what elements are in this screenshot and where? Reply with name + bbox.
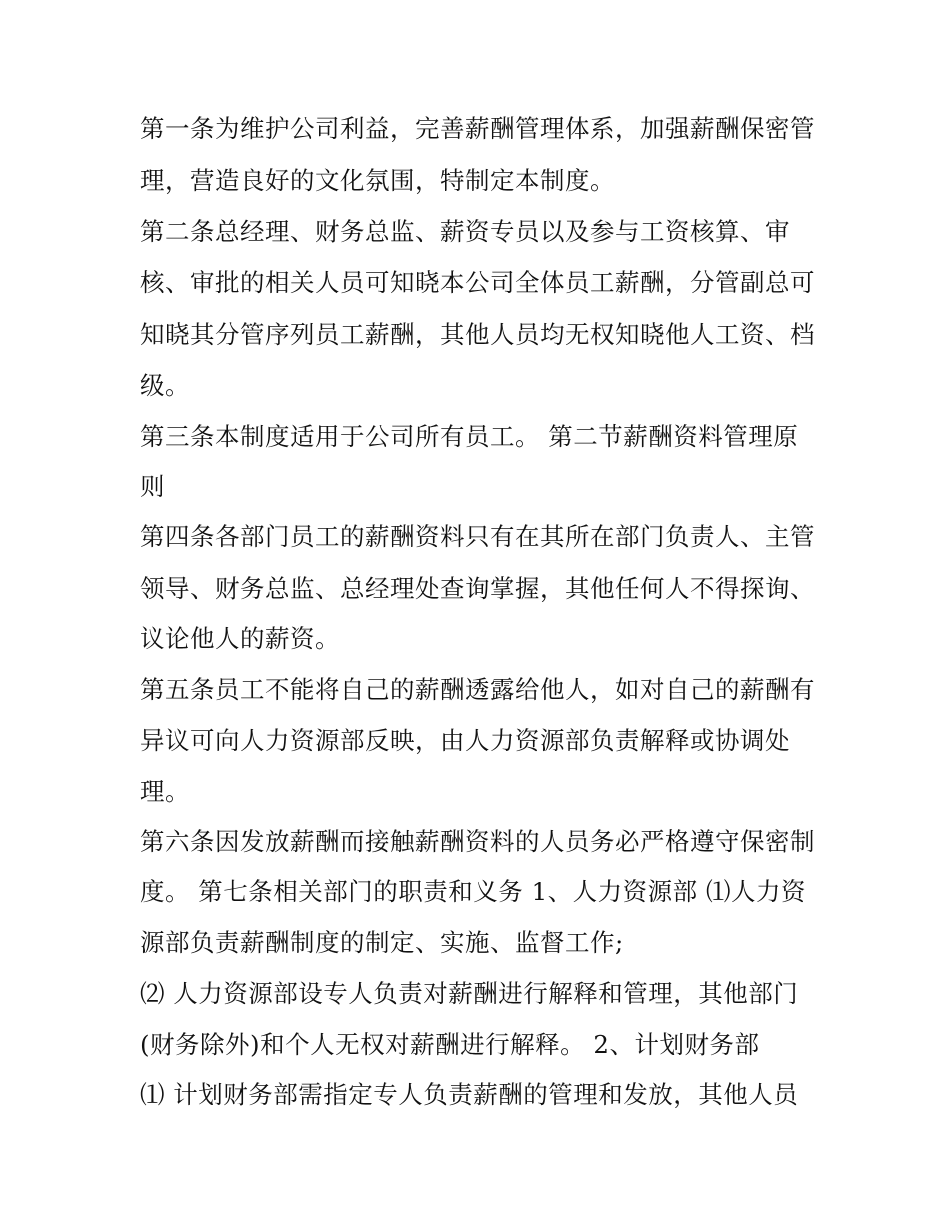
text-line: 度。 第七条相关部门的职责和义务 1、人力资源部 ⑴人力资 [140, 877, 806, 906]
text-line: (财务除外)和个人无权对薪酬进行解释。 2、计划财务部 [140, 1030, 760, 1059]
text-line: 异议可向人力资源部反映，由人力资源部负责解释或协调处 [140, 726, 790, 755]
text-line: 知晓其分管序列员工薪酬，其他人员均无权知晓他人工资、档 [140, 320, 815, 349]
text-line: 则 [140, 472, 165, 501]
text-line: ⑴ 计划财务部需指定专人负责薪酬的管理和发放，其他人员 [140, 1080, 799, 1109]
text-line: 理，营造良好的文化氛围，特制定本制度。 [140, 166, 615, 195]
text-line: 领导、财务总监、总经理处查询掌握，其他任何人不得探询、 [140, 574, 815, 603]
text-line: 第一条为维护公司利益，完善薪酬管理体系，加强薪酬保密管 [140, 114, 815, 143]
text-line: 理。 [140, 777, 190, 806]
text-line: 第三条本制度适用于公司所有员工。 第二节薪酬资料管理原 [140, 422, 799, 451]
text-line: 第六条因发放薪酬而接触薪酬资料的人员务必严格遵守保密制 [140, 827, 815, 856]
text-line: 第二条总经理、财务总监、薪资专员以及参与工资核算、审 [140, 217, 790, 246]
text-line: 核、审批的相关人员可知晓本公司全体员工薪酬，分管副总可 [140, 268, 815, 297]
text-line: 级。 [140, 371, 190, 400]
text-line: 第四条各部门员工的薪酬资料只有在其所在部门负责人、主管 [140, 522, 815, 551]
text-line: 源部负责薪酬制度的制定、实施、监督工作; [140, 928, 624, 957]
text-line: 第五条员工不能将自己的薪酬透露给他人，如对自己的薪酬有 [140, 675, 815, 704]
text-line: 议论他人的薪资。 [140, 624, 340, 653]
text-line: ⑵ 人力资源部设专人负责对薪酬进行解释和管理，其他部门 [140, 979, 799, 1008]
